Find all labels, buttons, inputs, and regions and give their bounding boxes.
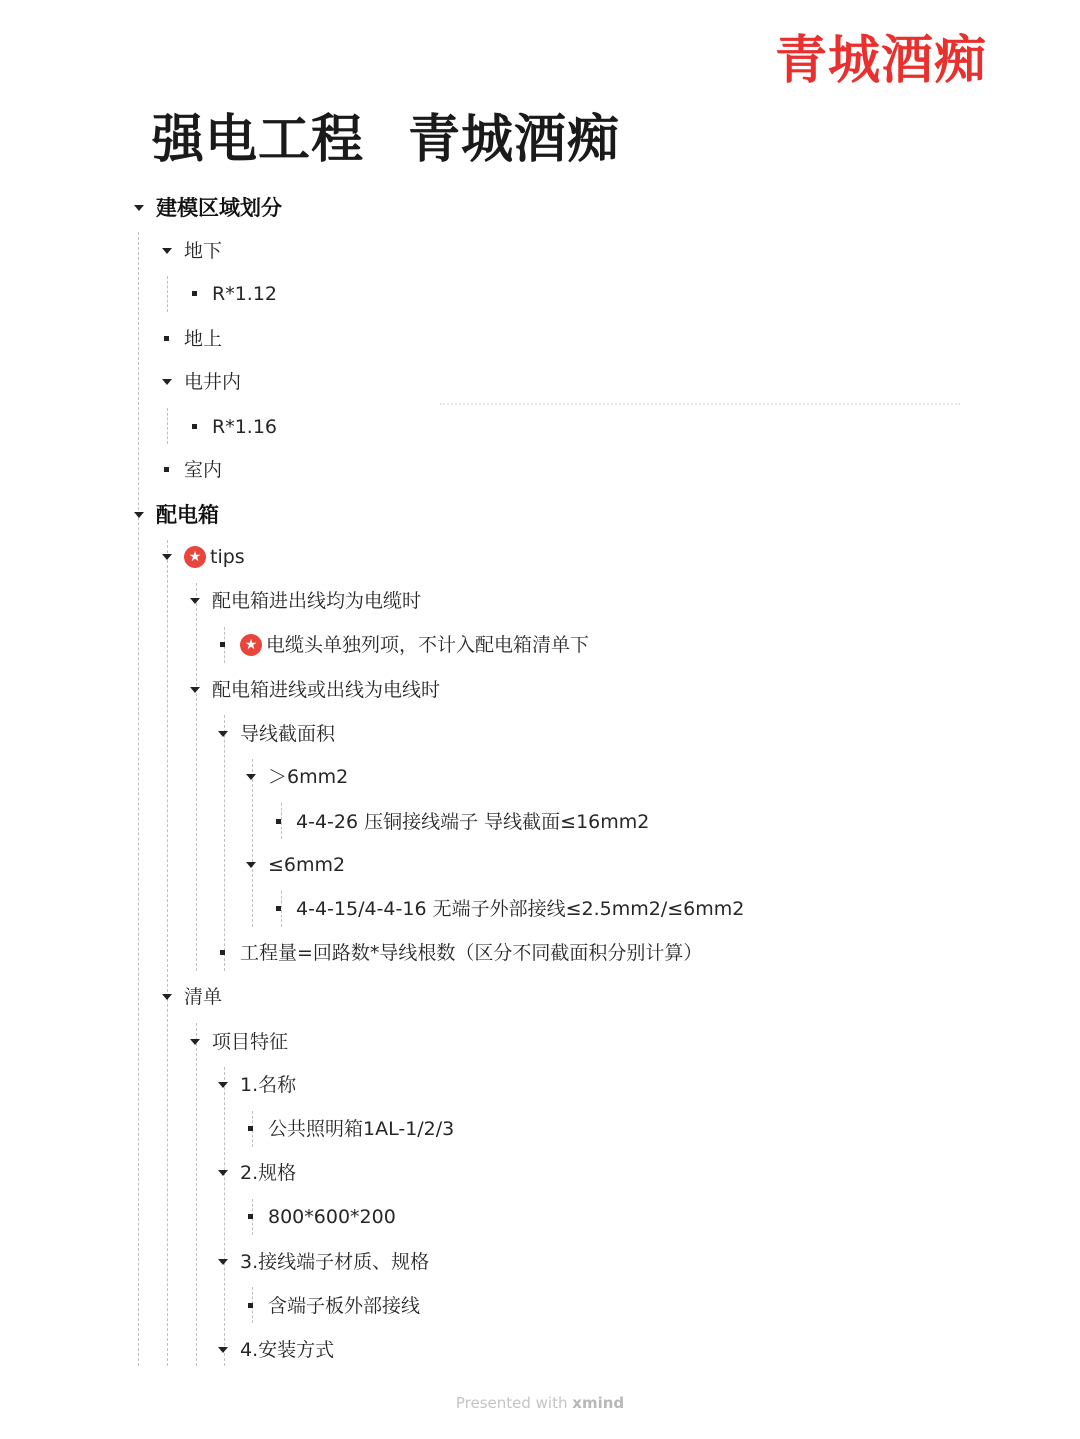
node-label: 2.规格: [240, 1162, 297, 1184]
faint-divider: [440, 403, 960, 405]
star-badge-icon: ★: [240, 634, 262, 656]
node-label: 地下: [184, 240, 223, 262]
bullet-icon: [273, 894, 285, 924]
node-label: 4-4-26 压铜接线端子 导线截面≤16mm2: [296, 811, 650, 833]
bullet-icon: [245, 1114, 257, 1144]
title-part-2: 青城酒痴: [408, 110, 621, 170]
node-label: ＞6mm2: [268, 766, 349, 788]
node-label: 含端子板外部接线: [268, 1295, 421, 1317]
collapse-caret-icon[interactable]: [161, 982, 173, 1012]
node-label: 800*600*200: [268, 1206, 396, 1228]
node-label: R*1.16: [212, 416, 278, 438]
bullet-icon: [245, 1291, 257, 1321]
guide-line-level1: [138, 232, 139, 1366]
collapse-caret-icon[interactable]: [133, 500, 145, 530]
collapse-caret-icon[interactable]: [161, 542, 173, 572]
guide-line-shaft: [167, 408, 168, 444]
bullet-icon: [161, 455, 173, 485]
collapse-caret-icon[interactable]: [189, 675, 201, 705]
guide-line-underground: [167, 276, 168, 312]
node-label: 导线截面积: [240, 723, 336, 745]
node-label: 电缆头单独列项，不计入配电箱清单下: [266, 634, 590, 656]
collapse-caret-icon[interactable]: [161, 236, 173, 266]
node-label: 4-4-15/4-4-16 无端子外部接线≤2.5mm2/≤6mm2: [296, 898, 745, 920]
node-label: 室内: [184, 459, 223, 481]
node-label: 4.安装方式: [240, 1339, 335, 1361]
footer-credit: [0, 1394, 1080, 1412]
node-label: 配电箱: [156, 503, 219, 527]
node-label: 配电箱进线或出线为电线时: [212, 679, 441, 701]
footer-prefix: Presented with: [455, 1394, 568, 1412]
collapse-caret-icon[interactable]: [217, 1158, 229, 1188]
guide-line-wire: [224, 715, 225, 971]
bullet-icon: [245, 1202, 257, 1232]
node-label: 1.名称: [240, 1074, 297, 1096]
node-label: 配电箱进出线均为电缆时: [212, 590, 422, 612]
collapse-caret-icon[interactable]: [217, 1070, 229, 1100]
node-label: 地上: [184, 328, 223, 350]
collapse-caret-icon[interactable]: [245, 850, 257, 880]
watermark-text: 青城酒痴: [775, 31, 988, 91]
collapse-caret-icon[interactable]: [217, 1247, 229, 1277]
node-label: 项目特征: [212, 1031, 289, 1053]
collapse-caret-icon[interactable]: [161, 367, 173, 397]
guide-line-tips: [196, 583, 197, 971]
star-badge-icon: ★: [184, 546, 206, 568]
collapse-caret-icon[interactable]: [245, 762, 257, 792]
node-label: 建模区域划分: [156, 196, 282, 220]
bullet-icon: [189, 279, 201, 309]
node-label: 工程量=回路数*导线根数（区分不同截面积分别计算）: [240, 942, 703, 964]
node-label: 清单: [184, 986, 223, 1008]
node-label: ≤6mm2: [268, 854, 346, 876]
node-label: R*1.12: [212, 283, 278, 305]
bullet-icon: [161, 324, 173, 354]
node-label: 电井内: [184, 371, 242, 393]
title-part-1: 强电工程: [152, 110, 365, 170]
bullet-icon: [189, 412, 201, 442]
guide-line-distbox: [167, 540, 168, 1366]
page-title: [152, 97, 620, 172]
collapse-caret-icon[interactable]: [133, 193, 145, 223]
collapse-caret-icon[interactable]: [217, 719, 229, 749]
node-label: 公共照明箱1AL-1/2/3: [268, 1118, 455, 1140]
bullet-icon: [217, 630, 229, 660]
collapse-caret-icon[interactable]: [189, 586, 201, 616]
bullet-icon: [273, 807, 285, 837]
collapse-caret-icon[interactable]: [217, 1335, 229, 1365]
footer-brand: xmind: [572, 1394, 625, 1412]
node-label: 3.接线端子材质、规格: [240, 1251, 430, 1273]
guide-line-features: [224, 1067, 225, 1366]
bullet-icon: [217, 938, 229, 968]
node-label: tips: [210, 546, 245, 568]
guide-line-list: [196, 1023, 197, 1366]
collapse-caret-icon[interactable]: [189, 1027, 201, 1057]
